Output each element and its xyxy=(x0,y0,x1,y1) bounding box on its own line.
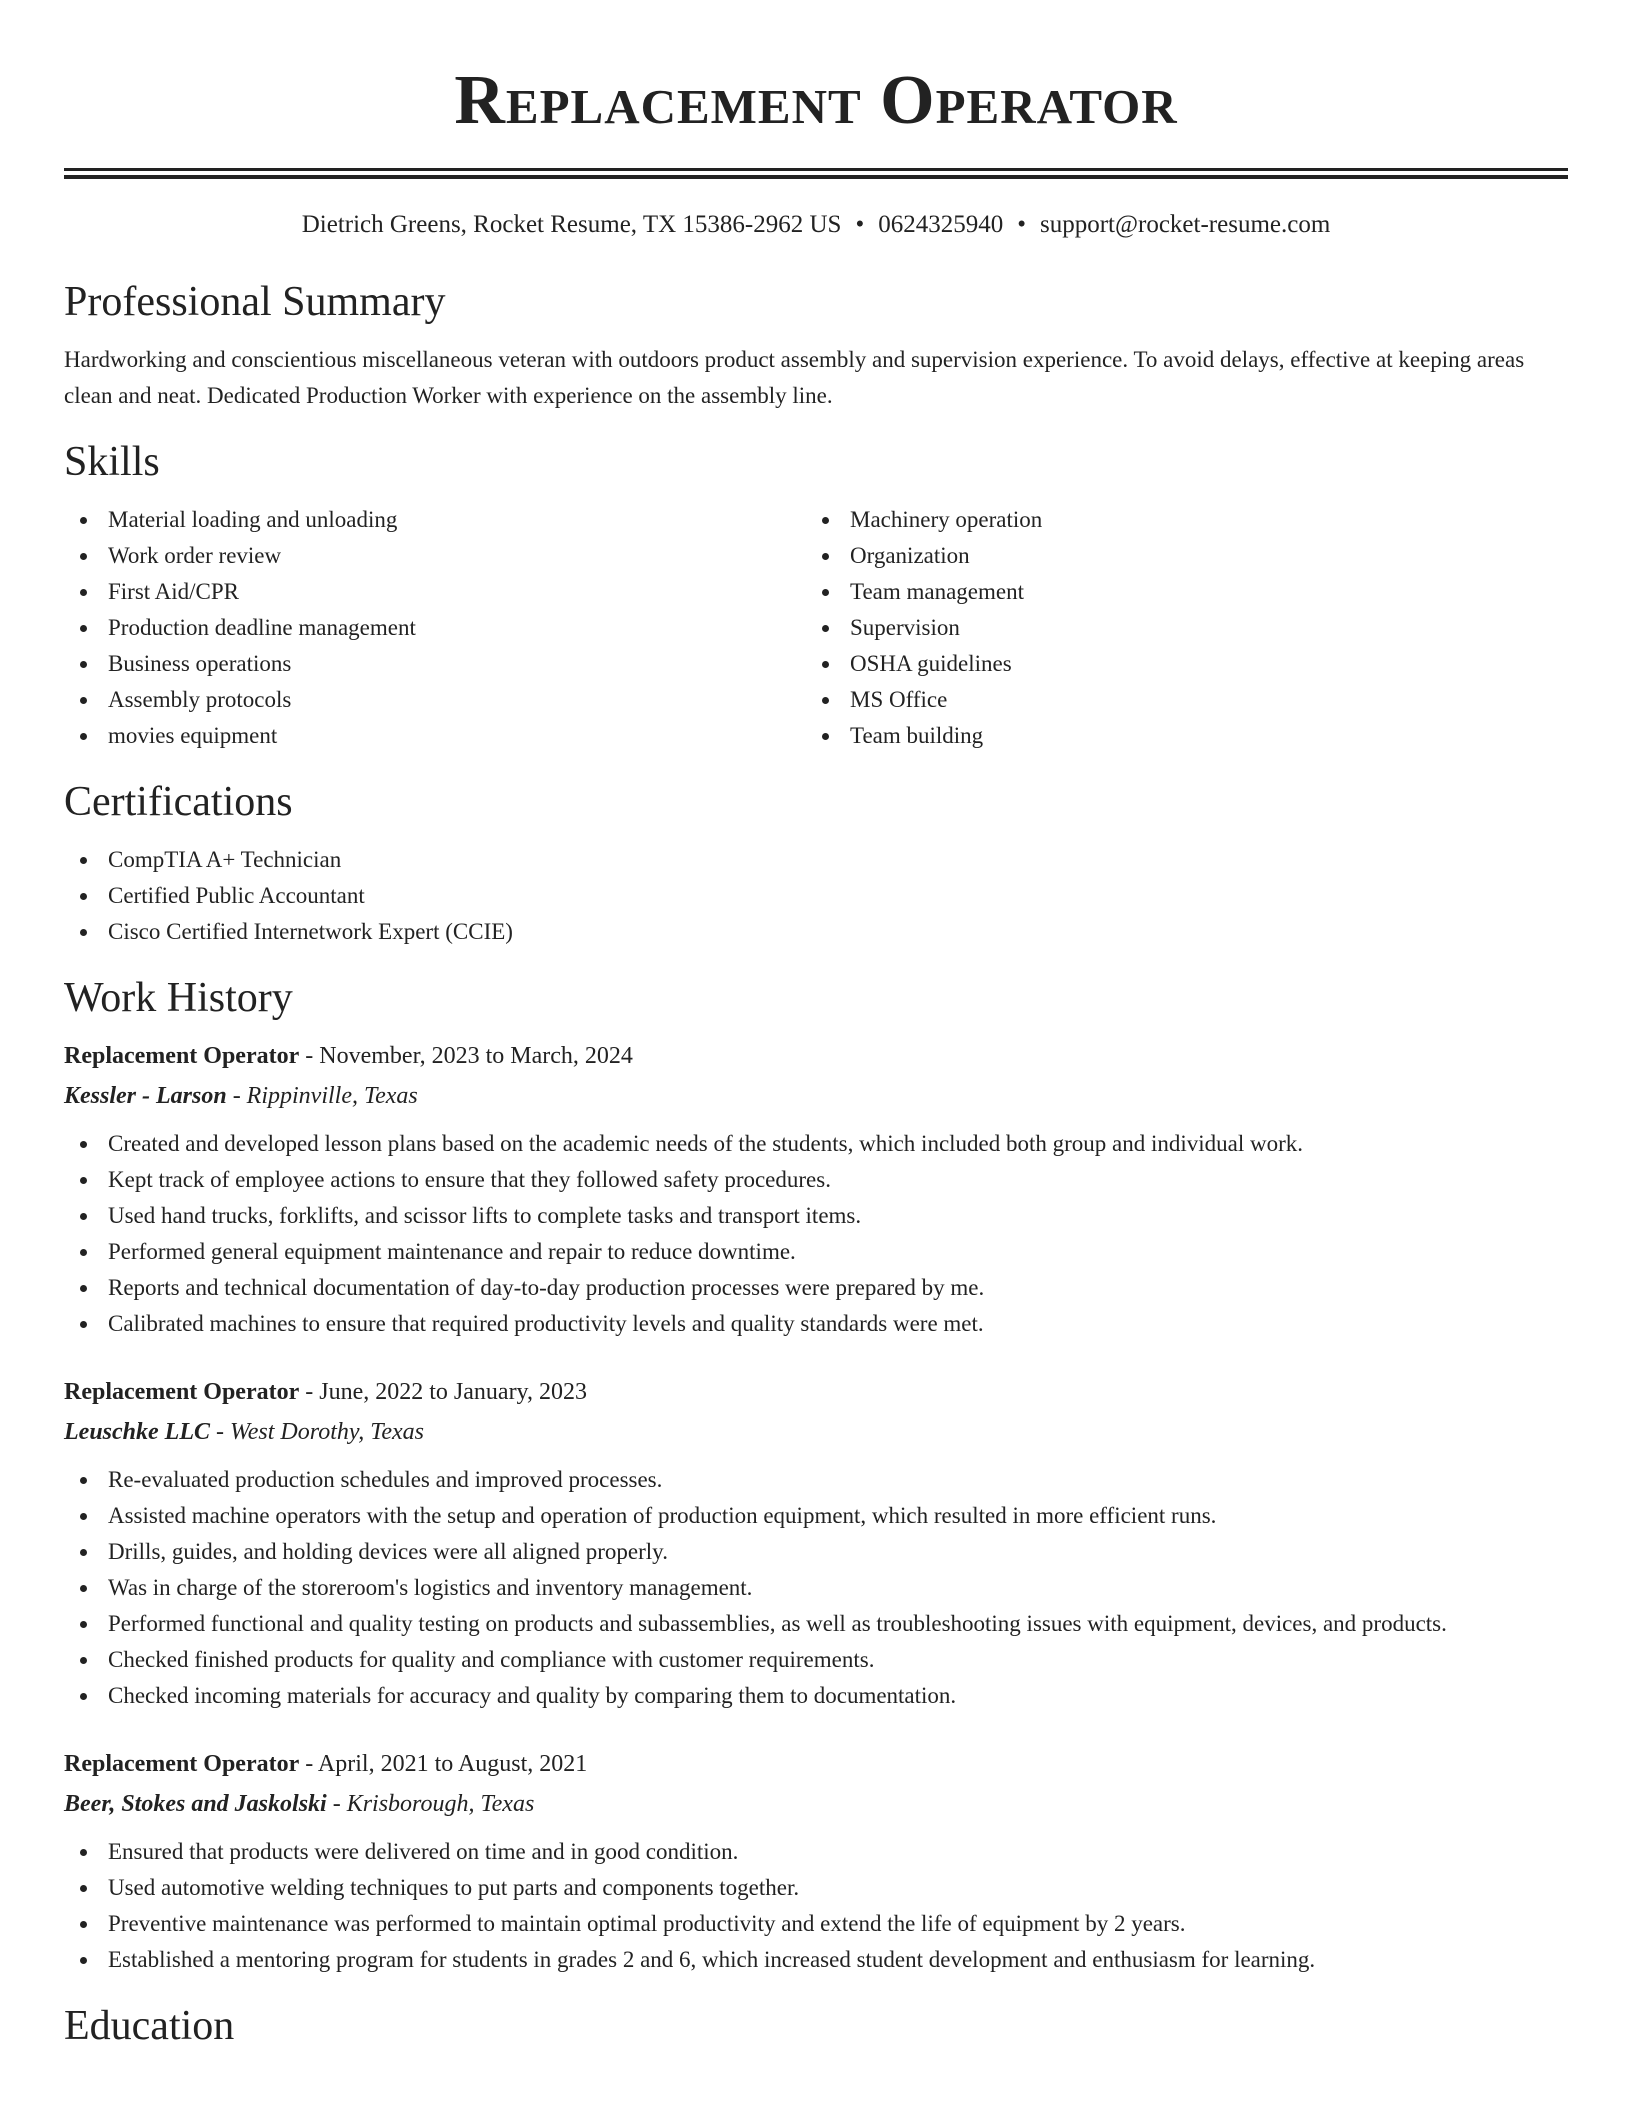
job-dates: - April, 2021 to August, 2021 xyxy=(299,1751,588,1777)
job-location: - Rippinville, Texas xyxy=(226,1083,418,1109)
job-bullet: Used automotive welding techniques to put parts and components together. xyxy=(64,1870,1568,1906)
skills-list xyxy=(64,502,1568,754)
job-bullet: Drills, guides, and holding devices were all aligned properly. xyxy=(64,1534,1568,1570)
skill-item: Production deadline management xyxy=(64,610,806,646)
job-company: Kessler - Larson xyxy=(64,1083,227,1109)
job-bullet: Created and developed lesson plans based on the academic needs of the students, which included both group and individual work. xyxy=(64,1126,1568,1162)
skills-column-right xyxy=(806,502,1548,754)
job-bullet: Calibrated machines to ensure that required productivity levels and quality standards were met. xyxy=(64,1306,1568,1342)
job-company: Beer, Stokes and Jaskolski xyxy=(64,1791,327,1817)
job-bullets xyxy=(64,1462,1568,1714)
contact-address: Dietrich Greens, Rocket Resume, TX 15386-2962 US xyxy=(301,211,842,238)
certification-item: Cisco Certified Internetwork Expert (CCIE) xyxy=(64,914,1568,950)
skill-item: First Aid/CPR xyxy=(64,574,806,610)
job-bullet: Checked incoming materials for accuracy and quality by comparing them to documentation. xyxy=(64,1678,1568,1714)
education-heading: Education xyxy=(64,2003,235,2049)
job-bullet: Established a mentoring program for students in grades 2 and 6, which increased student development and enthusiasm for learning. xyxy=(64,1942,1568,1978)
certification-item: Certified Public Accountant xyxy=(64,878,1568,914)
job-title-line xyxy=(64,1744,1568,1784)
skill-item: Machinery operation xyxy=(806,502,1548,538)
skill-item: OSHA guidelines xyxy=(806,646,1548,682)
job-bullets xyxy=(64,1126,1568,1342)
skill-item: MS Office xyxy=(806,682,1548,718)
job-bullet: Reports and technical documentation of day-to-day production processes were prepared by me. xyxy=(64,1270,1568,1306)
job-bullets xyxy=(64,1834,1568,1978)
job-title-line xyxy=(64,1372,1568,1412)
certifications-list xyxy=(64,842,1568,950)
summary-heading: Professional Summary xyxy=(64,279,446,325)
contact-separator: • xyxy=(1017,211,1026,238)
job-dates: - June, 2022 to January, 2023 xyxy=(299,1379,587,1405)
skill-item: Work order review xyxy=(64,538,806,574)
certifications-heading: Certifications xyxy=(64,779,293,825)
skills-heading: Skills xyxy=(64,439,160,485)
job-company-line xyxy=(64,1784,1568,1824)
job-title-line xyxy=(64,1036,1568,1076)
job-bullet: Re-evaluated production schedules and improved processes. xyxy=(64,1462,1568,1498)
job-bullet: Ensured that products were delivered on time and in good condition. xyxy=(64,1834,1568,1870)
job-entry xyxy=(64,1036,1568,1342)
job-location: - Krisborough, Texas xyxy=(326,1791,535,1817)
contact-email: support@rocket-resume.com xyxy=(1039,211,1331,238)
contact-line xyxy=(64,208,1568,242)
skill-item: movies equipment xyxy=(64,718,806,754)
job-title: Replacement Operator xyxy=(64,1043,300,1069)
job-company-line xyxy=(64,1412,1568,1452)
certification-item: CompTIA A+ Technician xyxy=(64,842,1568,878)
header-divider xyxy=(64,168,1568,179)
job-entry xyxy=(64,1372,1568,1714)
job-location: - West Dorothy, Texas xyxy=(209,1419,424,1445)
job-company-line xyxy=(64,1076,1568,1116)
job-bullet: Used hand trucks, forklifts, and scissor lifts to complete tasks and transport items. xyxy=(64,1198,1568,1234)
job-bullet: Preventive maintenance was performed to maintain optimal productivity and extend the life of equipment by 2 years. xyxy=(64,1906,1568,1942)
job-bullet: Kept track of employee actions to ensure that they followed safety procedures. xyxy=(64,1162,1568,1198)
skill-item: Assembly protocols xyxy=(64,682,806,718)
contact-phone: 0624325940 xyxy=(878,211,1004,238)
contact-separator: • xyxy=(855,211,865,238)
job-title: Replacement Operator xyxy=(64,1751,300,1777)
skills-column-left xyxy=(64,502,806,754)
skill-item: Material loading and unloading xyxy=(64,502,806,538)
skill-item: Supervision xyxy=(806,610,1548,646)
skill-item: Organization xyxy=(806,538,1548,574)
skill-item: Business operations xyxy=(64,646,806,682)
job-bullet: Performed functional and quality testing on products and subassemblies, as well as troubleshooting issues with equipment, devices, and products. xyxy=(64,1606,1568,1642)
job-company: Leuschke LLC xyxy=(64,1419,210,1445)
job-bullet: Was in charge of the storeroom's logistics and inventory management. xyxy=(64,1570,1568,1606)
skill-item: Team building xyxy=(806,718,1548,754)
job-dates: - November, 2023 to March, 2024 xyxy=(299,1043,633,1069)
job-entry xyxy=(64,1744,1568,1978)
job-bullet: Assisted machine operators with the setup and operation of production equipment, which resulted in more efficient runs. xyxy=(64,1498,1568,1534)
resume-name: Replacement Operator xyxy=(454,62,1178,139)
job-bullet: Checked finished products for quality and compliance with customer requirements. xyxy=(64,1642,1568,1678)
summary-text: Hardworking and conscientious miscellaneous veteran with outdoors product assembly and supervision experience. To avoid delays, effective at keeping areas clean and neat. Dedicated Production Worker with experience on the assembly line. xyxy=(64,347,1525,408)
skill-item: Team management xyxy=(806,574,1548,610)
work-history-heading: Work History xyxy=(64,975,293,1021)
job-bullet: Performed general equipment maintenance and repair to reduce downtime. xyxy=(64,1234,1568,1270)
resume-page xyxy=(64,0,1568,2052)
job-title: Replacement Operator xyxy=(64,1379,300,1405)
